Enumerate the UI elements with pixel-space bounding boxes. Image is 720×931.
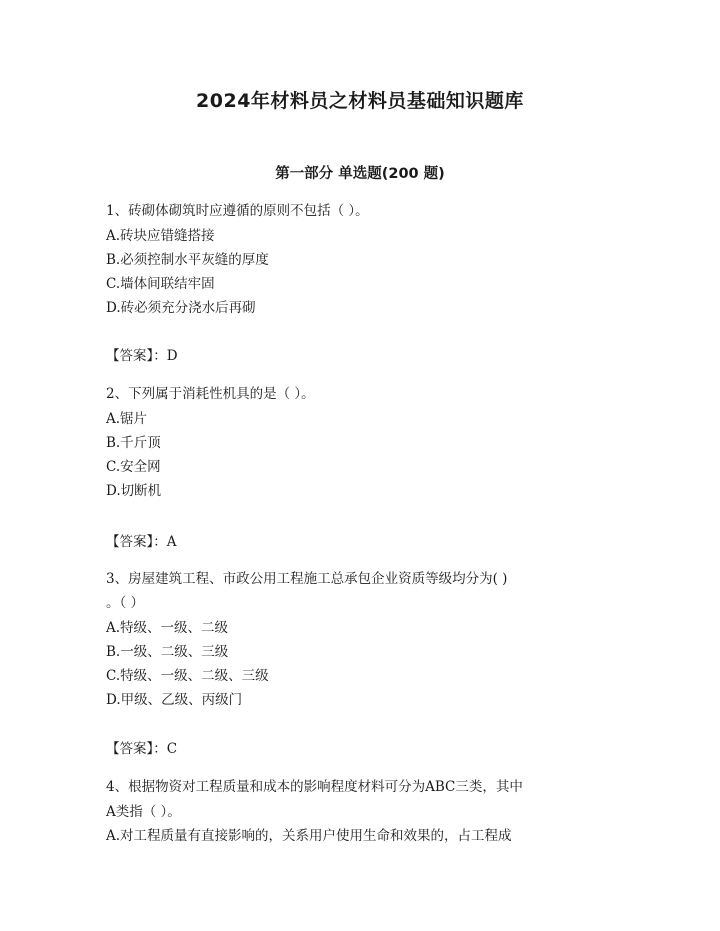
question-1-option-c: C.墙体间联结牢固 — [106, 276, 215, 292]
question-3-option-a: A.特级、一级、二级 — [106, 620, 229, 636]
question-3-option-d: D.甲级、乙级、丙级门 — [106, 692, 243, 708]
question-3-option-b: B.一级、二级、三级 — [106, 644, 229, 660]
question-4-stem: 4、根据物资对工程质量和成本的影响程度材料可分为ABC三类，其中 — [106, 779, 523, 795]
question-2-stem: 2、下列属于消耗性机具的是（ ）。 — [106, 386, 315, 402]
question-2-option-c: C.安全网 — [106, 459, 161, 475]
question-3-stem: 3、房屋建筑工程、市政公用工程施工总承包企业资质等级均分为( ) — [106, 571, 508, 587]
question-4-stem-continued: A类指（ ）。 — [106, 804, 181, 820]
question-2-option-a: A.锯片 — [106, 411, 148, 427]
document-title: 2024年材料员之材料员基础知识题库 — [196, 90, 524, 112]
question-3-stem-continued: 。（ ） — [106, 595, 145, 611]
question-2-option-d: D.切断机 — [106, 483, 162, 499]
question-3-option-c: C.特级、一级、二级、三级 — [106, 668, 269, 684]
question-2-answer: 【答案】：A — [106, 534, 177, 550]
question-4-option-a: A.对工程质量有直接影响的，关系用户使用生命和效果的，占工程成 — [106, 828, 512, 844]
question-1-option-b: B.必须控制水平灰缝的厚度 — [106, 252, 269, 268]
question-1-answer: 【答案】：D — [106, 348, 178, 364]
question-1-option-a: A.砖块应错缝搭接 — [106, 228, 215, 244]
question-3-answer: 【答案】：C — [106, 741, 178, 757]
question-1-option-d: D.砖必须充分浇水后再砌 — [106, 300, 256, 316]
question-1-stem: 1、砖砌体砌筑时应遵循的原则不包括（ ）。 — [106, 203, 369, 219]
question-2-option-b: B.千斤顶 — [106, 435, 161, 451]
section-heading: 第一部分 单选题(200 题) — [275, 166, 445, 182]
